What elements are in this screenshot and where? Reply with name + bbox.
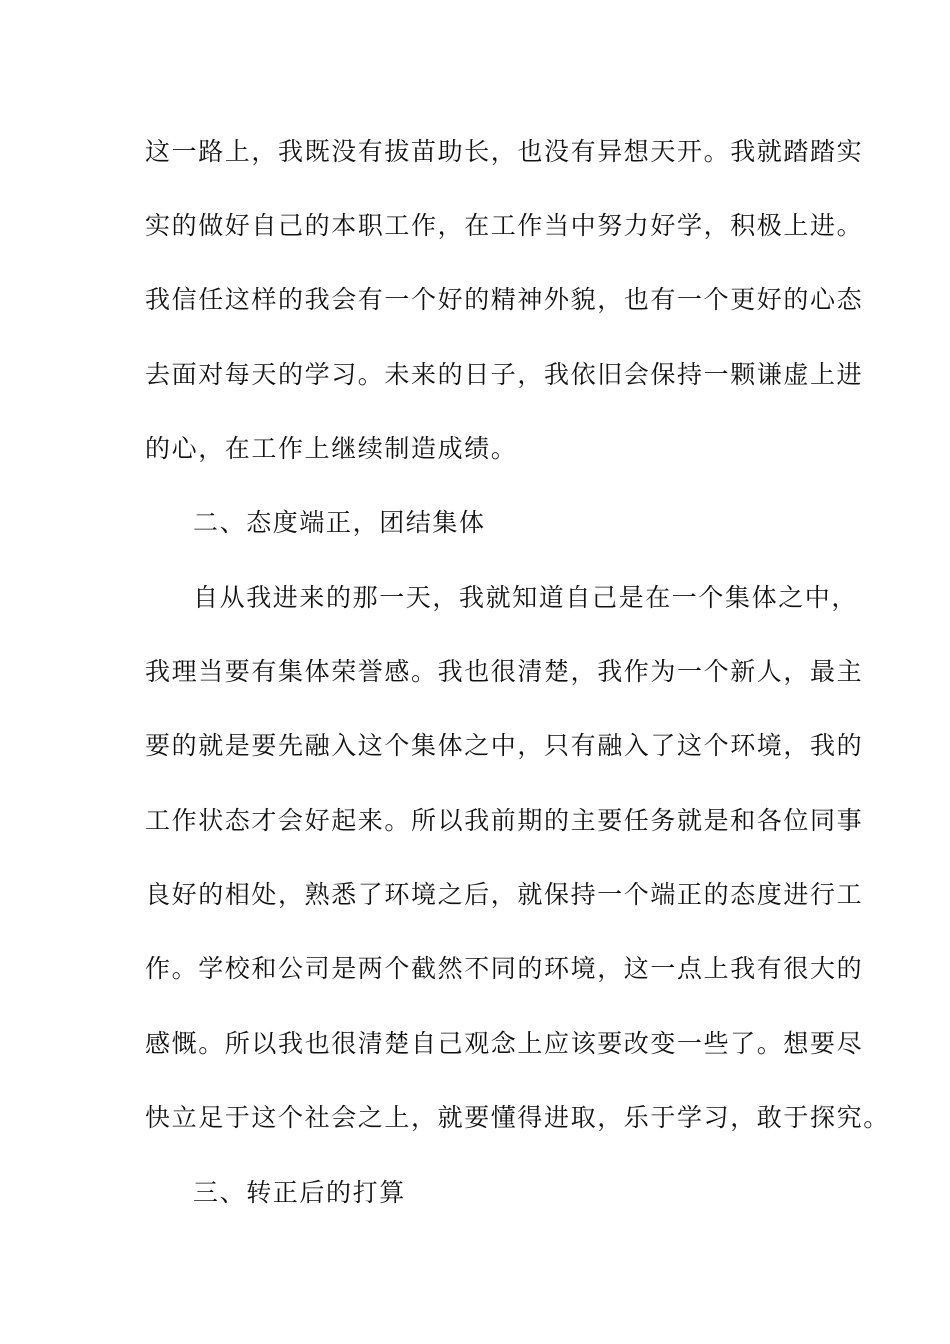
paragraph-line: 工作状态才会好起来。所以我前期的主要任务就是和各位同事 [145, 806, 864, 835]
paragraph-line: 要的就是要先融入这个集体之中，只有融入了这个环境，我的 [145, 731, 864, 760]
paragraph-line: 自从我进来的那一天，我就知道自己是在一个集体之中， [193, 583, 859, 612]
paragraph-line: 我理当要有集体荣誉感。我也很清楚，我作为一个新人，最主 [145, 657, 864, 686]
paragraph-line: 这一路上，我既没有拔苗助长，也没有异想天开。我就踏踏实 [145, 137, 864, 166]
paragraph-line: 作。学校和公司是两个截然不同的环境，这一点上我有很大的 [145, 954, 864, 983]
paragraph-line: 的心，在工作上继续制造成绩。 [145, 434, 518, 463]
paragraph-line: 快立足于这个社会之上，就要懂得进取，乐于学习，敢于探究。 [145, 1103, 890, 1132]
section-heading: 三、转正后的打算 [193, 1178, 406, 1207]
paragraph-line: 良好的相处，熟悉了环境之后，就保持一个端正的态度进行工 [145, 880, 864, 909]
paragraph-line: 实的做好自己的本职工作，在工作当中努力好学，积极上进。 [145, 211, 864, 240]
paragraph-line: 感慨。所以我也很清楚自己观念上应该要改变一些了。想要尽 [145, 1029, 864, 1058]
paragraph-line: 去面对每天的学习。未来的日子，我依旧会保持一颗谦虚上进 [145, 360, 864, 389]
section-heading: 二、态度端正，团结集体 [193, 508, 486, 537]
paragraph-line: 我信任这样的我会有一个好的精神外貌，也有一个更好的心态 [145, 285, 864, 314]
